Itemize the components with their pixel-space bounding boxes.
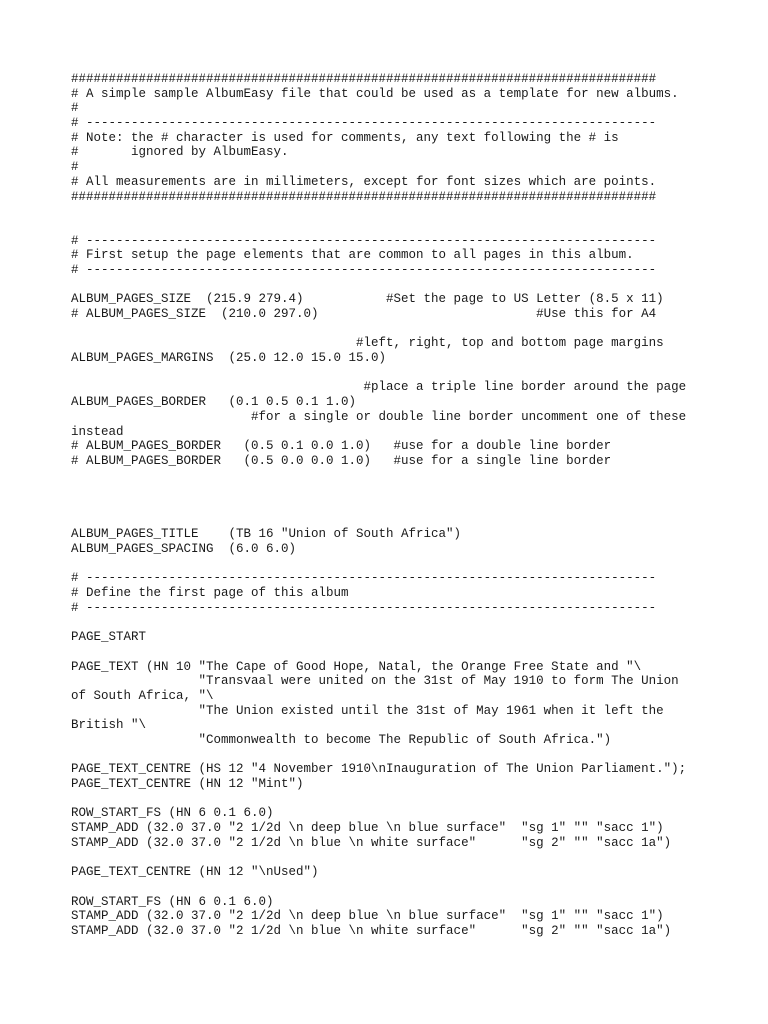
album-pages-title-line: ALBUM_PAGES_TITLE (TB 16 "Union of South Africa") [71, 527, 462, 542]
album-pages-size-line: ALBUM_PAGES_SIZE (215.9 279.4) #Set the page to US Letter (8.5 x 11) [71, 292, 664, 307]
header-border-bottom: ############################################################################## [71, 189, 657, 204]
page-text-line: PAGE_TEXT (HN 10 "The Cape of Good Hope, Natal, the Orange Free State and "\ [71, 659, 642, 674]
blank-line [71, 204, 761, 219]
blank-line [71, 850, 761, 865]
blank-line [71, 748, 761, 763]
single-border-comment: # ALBUM_PAGES_BORDER (0.5 0.0 0.0 1.0) #use for a single line border [71, 453, 612, 468]
page-text-continuation: "Transvaal were united on the 31st of May 1910 to form The Union [71, 674, 679, 689]
header-comment-note: # Note: the # character is used for comments, any text following the # is [71, 130, 619, 145]
album-pages-border-line: ALBUM_PAGES_BORDER (0.1 0.5 0.1 1.0) [71, 395, 357, 410]
page-text-continuation: "Commonwealth to become The Republic of South Africa.") [71, 732, 612, 747]
album-pages-spacing-line: ALBUM_PAGES_SPACING (6.0 6.0) [71, 542, 297, 556]
double-border-comment: # ALBUM_PAGES_BORDER (0.5 0.1 0.0 1.0) #use for a double line border [71, 439, 612, 454]
section-comment-first-page: # Define the first page of this album [71, 586, 349, 601]
albumeasy-template-document [71, 72, 761, 939]
blank-line [71, 880, 761, 895]
blank-line [71, 469, 761, 484]
blank-line [71, 219, 761, 234]
album-pages-size-a4-comment: # ALBUM_PAGES_SIZE (210.0 297.0) #Use this for A4 [71, 307, 657, 321]
album-pages-margins-line: ALBUM_PAGES_MARGINS (25.0 12.0 15.0 15.0) [71, 351, 387, 366]
header-comment-description: # A simple sample AlbumEasy file that could be used as a template for new albums. [71, 86, 679, 101]
page-text-continuation-wrap: British "\ [71, 718, 147, 733]
border-alternative-comment-wrap: instead [71, 424, 124, 439]
header-comment-note-continued: # ignored by AlbumEasy. [71, 145, 289, 160]
section-comment-setup: # First setup the page elements that are common to all pages in this album. [71, 248, 634, 263]
comment-divider: # ---------------------------------------------------------------------------- [71, 571, 657, 586]
stamp-add-line: STAMP_ADD (32.0 37.0 "2 1/2d \n blue \n white surface" "sg 2" "" "sacc 1a") [71, 835, 672, 850]
blank-line [71, 792, 761, 807]
page-text-continuation-wrap: of South Africa, "\ [71, 688, 214, 703]
page-text-continuation: "The Union existed until the 31st of May 1961 when it left the [71, 703, 664, 718]
stamp-add-line: STAMP_ADD (32.0 37.0 "2 1/2d \n blue \n white surface" "sg 2" "" "sacc 1a") [71, 923, 672, 938]
comment-divider: # ---------------------------------------------------------------------------- [71, 600, 657, 615]
border-comment: #place a triple line border around the page [71, 380, 687, 395]
blank-line [71, 498, 761, 513]
comment-divider: # ---------------------------------------------------------------------------- [71, 262, 657, 277]
blank-line [71, 513, 761, 528]
blank-line [71, 557, 761, 572]
comment-line: # [71, 101, 79, 116]
page-text-centre-mint: PAGE_TEXT_CENTRE (HN 12 "Mint") [71, 777, 304, 791]
blank-line [71, 645, 761, 660]
page-text-centre-inauguration: PAGE_TEXT_CENTRE (HS 12 "4 November 1910\nInauguration of The Union Parliament."); [71, 762, 687, 777]
row-start-fs-line: ROW_START_FS (HN 6 0.1 6.0) [71, 894, 274, 909]
comment-line: # [71, 160, 79, 175]
page-start-line: PAGE_START [71, 630, 147, 645]
blank-line [71, 322, 761, 337]
blank-line [71, 278, 761, 293]
row-start-fs-line: ROW_START_FS (HN 6 0.1 6.0) [71, 806, 274, 821]
blank-line [71, 483, 761, 498]
blank-line [71, 615, 761, 630]
page-text-centre-used: PAGE_TEXT_CENTRE (HN 12 "\nUsed") [71, 865, 319, 880]
stamp-add-line: STAMP_ADD (32.0 37.0 "2 1/2d \n deep blue \n blue surface" "sg 1" "" "sacc 1") [71, 909, 664, 924]
border-alternative-comment: #for a single or double line border uncomment one of these [71, 409, 687, 424]
blank-line [71, 366, 761, 381]
stamp-add-line: STAMP_ADD (32.0 37.0 "2 1/2d \n deep blue \n blue surface" "sg 1" "" "sacc 1") [71, 821, 664, 836]
comment-divider: # ---------------------------------------------------------------------------- [71, 116, 657, 131]
header-border-top: ############################################################################## [71, 72, 657, 86]
header-comment-measurements: # All measurements are in millimeters, except for font sizes which are points. [71, 174, 657, 189]
margins-comment: #left, right, top and bottom page margins [71, 336, 664, 351]
comment-divider: # ---------------------------------------------------------------------------- [71, 233, 657, 248]
